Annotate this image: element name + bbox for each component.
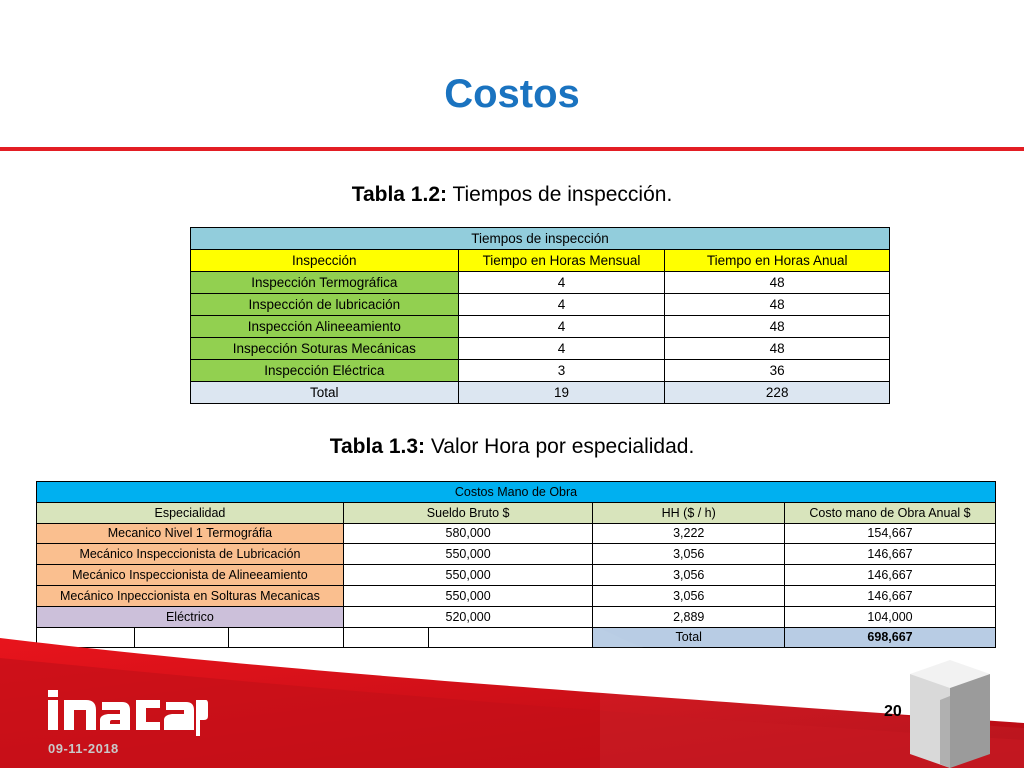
table2-header: Costos Mano de Obra	[37, 482, 996, 503]
table-row	[191, 316, 890, 338]
table-row	[191, 294, 890, 316]
table1-cell: Inspección Eléctrica	[191, 360, 459, 382]
labor-costs-table	[36, 481, 996, 648]
table-row	[37, 523, 996, 544]
page-number: 20	[884, 703, 902, 720]
table1-cell: Inspección de lubricación	[191, 294, 459, 316]
slide-title: Costos	[444, 72, 580, 116]
table2-cell: 154,667	[785, 523, 996, 544]
table1-cell: 4	[458, 294, 665, 316]
table1-caption-text: Tiempos de inspección.	[447, 183, 673, 206]
inacap-logo	[48, 690, 208, 736]
table1-caption	[0, 183, 1024, 207]
table2-cell: 3,056	[593, 565, 785, 586]
table2-cell: 550,000	[343, 565, 593, 586]
cube-decoration	[910, 660, 990, 768]
table1-col-header: Tiempo en Horas Mensual	[458, 250, 665, 272]
table2-cell: Mecánico Inspeccionista de Lubricación	[37, 544, 344, 565]
table2-cell: Mecánico Inpeccionista en Solturas Mecanicas	[37, 585, 344, 606]
table2-cell: 3,222	[593, 523, 785, 544]
table2-cell: 580,000	[343, 523, 593, 544]
table2-cell: 146,667	[785, 544, 996, 565]
table2-cell: 550,000	[343, 585, 593, 606]
table1-cell: 48	[665, 294, 890, 316]
table1-header: Tiempos de inspección	[191, 228, 890, 250]
table2-caption-text: Valor Hora por especialidad.	[425, 435, 695, 458]
table1-total-label: Total	[191, 382, 459, 404]
table1-caption-label: Tabla 1.2:	[351, 183, 447, 206]
table1-cell: Inspección Soturas Mecánicas	[191, 338, 459, 360]
table-row	[37, 606, 996, 627]
table2-cell: 550,000	[343, 544, 593, 565]
table1-cell: 4	[458, 272, 665, 294]
table2-cell: Mecánico Inspeccionista de Alineeamiento	[37, 565, 344, 586]
table2-col-header: Especialidad	[37, 502, 344, 523]
table1-cell: 36	[665, 360, 890, 382]
table2-cell: 3,056	[593, 585, 785, 606]
title-divider	[0, 147, 1024, 151]
table2-cell: 3,056	[593, 544, 785, 565]
table2-cell: 146,667	[785, 585, 996, 606]
table2-caption	[0, 435, 1024, 459]
table2-total-label: Total	[593, 627, 785, 648]
table1-cell: Inspección Termográfica	[191, 272, 459, 294]
table2-cell: 520,000	[343, 606, 593, 627]
table1-col-header: Inspección	[191, 250, 459, 272]
table2-col-header: Costo mano de Obra Anual $	[785, 502, 996, 523]
table1-cell: 48	[665, 316, 890, 338]
table-row	[37, 585, 996, 606]
table1-cell: 48	[665, 272, 890, 294]
table2-col-header: HH ($ / h)	[593, 502, 785, 523]
table2-caption-label: Tabla 1.3:	[329, 435, 426, 458]
table2-cell: Eléctrico	[37, 606, 344, 627]
table-row	[37, 565, 996, 586]
table1-total-annual: 228	[665, 382, 890, 404]
table1-cell: 48	[665, 338, 890, 360]
table1-cell: Inspección Alineeamiento	[191, 316, 459, 338]
table1-cell: 3	[458, 360, 665, 382]
table1-cell: 4	[458, 338, 665, 360]
table2-total-value: 698,667	[785, 627, 996, 648]
table2-cell: 146,667	[785, 565, 996, 586]
table2-cell: 104,000	[785, 606, 996, 627]
table-row	[191, 360, 890, 382]
table-row	[191, 338, 890, 360]
table2-cell: Mecanico Nivel 1 Termográfia	[37, 523, 344, 544]
slide-date: 09-11-2018	[48, 741, 119, 756]
table1-total-monthly: 19	[458, 382, 665, 404]
table2-col-header: Sueldo Bruto $	[343, 502, 593, 523]
table1-cell: 4	[458, 316, 665, 338]
table1-col-header: Tiempo en Horas Anual	[665, 250, 890, 272]
inspection-times-table	[190, 227, 890, 404]
table-row	[37, 544, 996, 565]
table-row	[191, 272, 890, 294]
table2-cell: 2,889	[593, 606, 785, 627]
table1-total-row	[191, 382, 890, 404]
